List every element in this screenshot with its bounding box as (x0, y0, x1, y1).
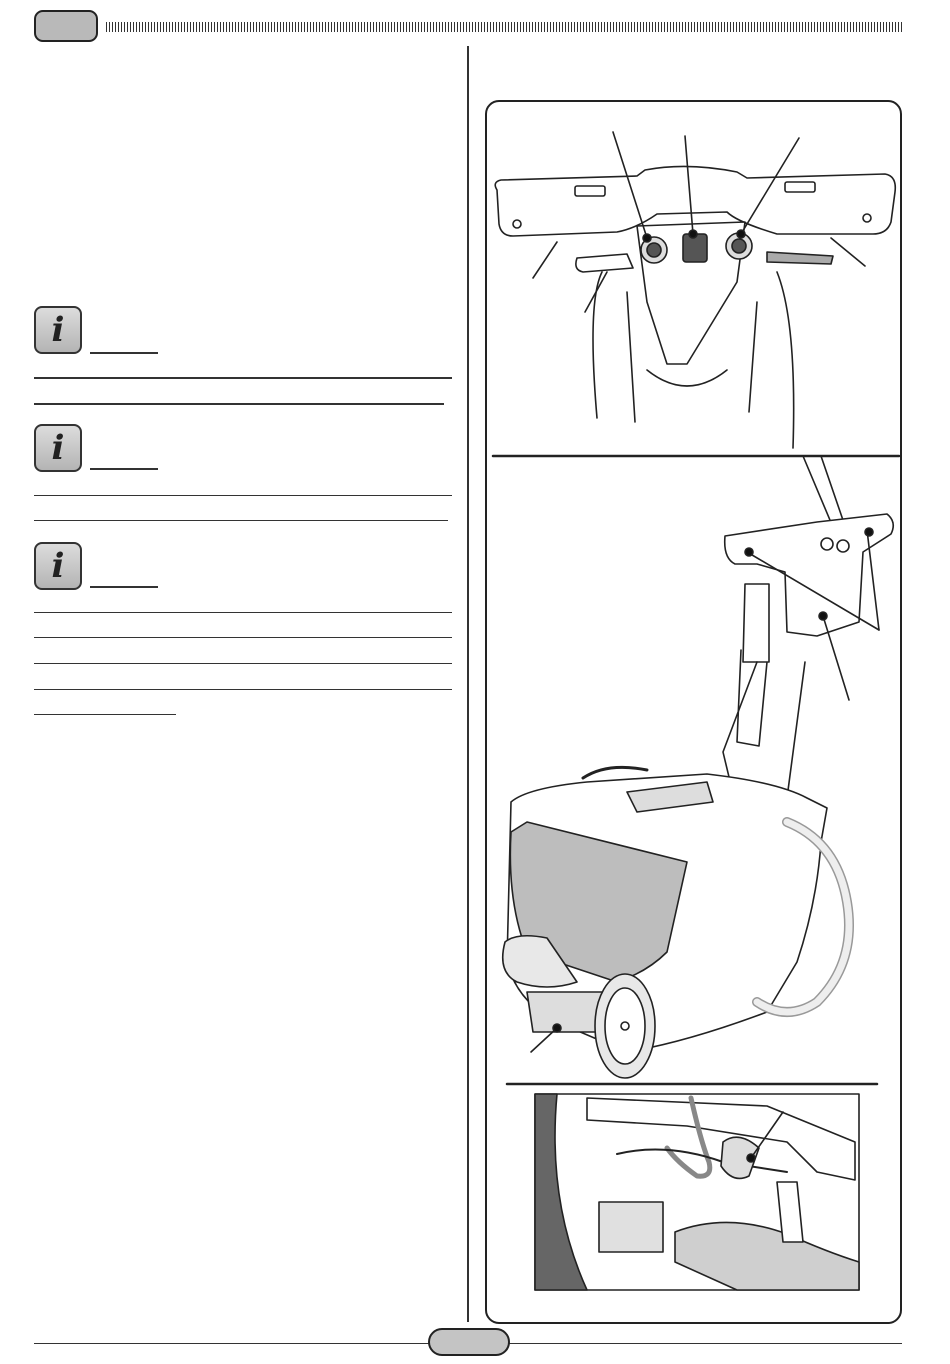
text-rule (34, 403, 444, 405)
text-rule (34, 495, 452, 496)
text-rule (34, 520, 448, 521)
info-icon (34, 424, 82, 472)
text-rule (34, 714, 176, 715)
text-rule (34, 637, 452, 638)
machine-illustration (487, 102, 902, 1324)
handlebar-controls-closeup (495, 132, 895, 448)
machine-illustration-frame (485, 100, 902, 1324)
underside-detail (535, 1094, 859, 1290)
machine-overview (503, 514, 894, 1078)
text-rule (34, 612, 452, 613)
note-heading-underline (90, 586, 158, 588)
info-icon-glyph: i (51, 428, 65, 468)
text-rule (34, 663, 452, 664)
page-number-badge (428, 1328, 510, 1356)
text-rule (34, 377, 452, 379)
language-tab (34, 10, 98, 42)
text-rule (34, 689, 452, 690)
info-icon-glyph: i (51, 546, 65, 586)
header-dotted-rule (106, 22, 902, 32)
column-divider (467, 46, 469, 1322)
info-icon (34, 306, 82, 354)
info-icon-glyph: i (51, 310, 65, 350)
info-icon (34, 542, 82, 590)
note-heading-underline (90, 468, 158, 470)
note-heading-underline (90, 352, 158, 354)
